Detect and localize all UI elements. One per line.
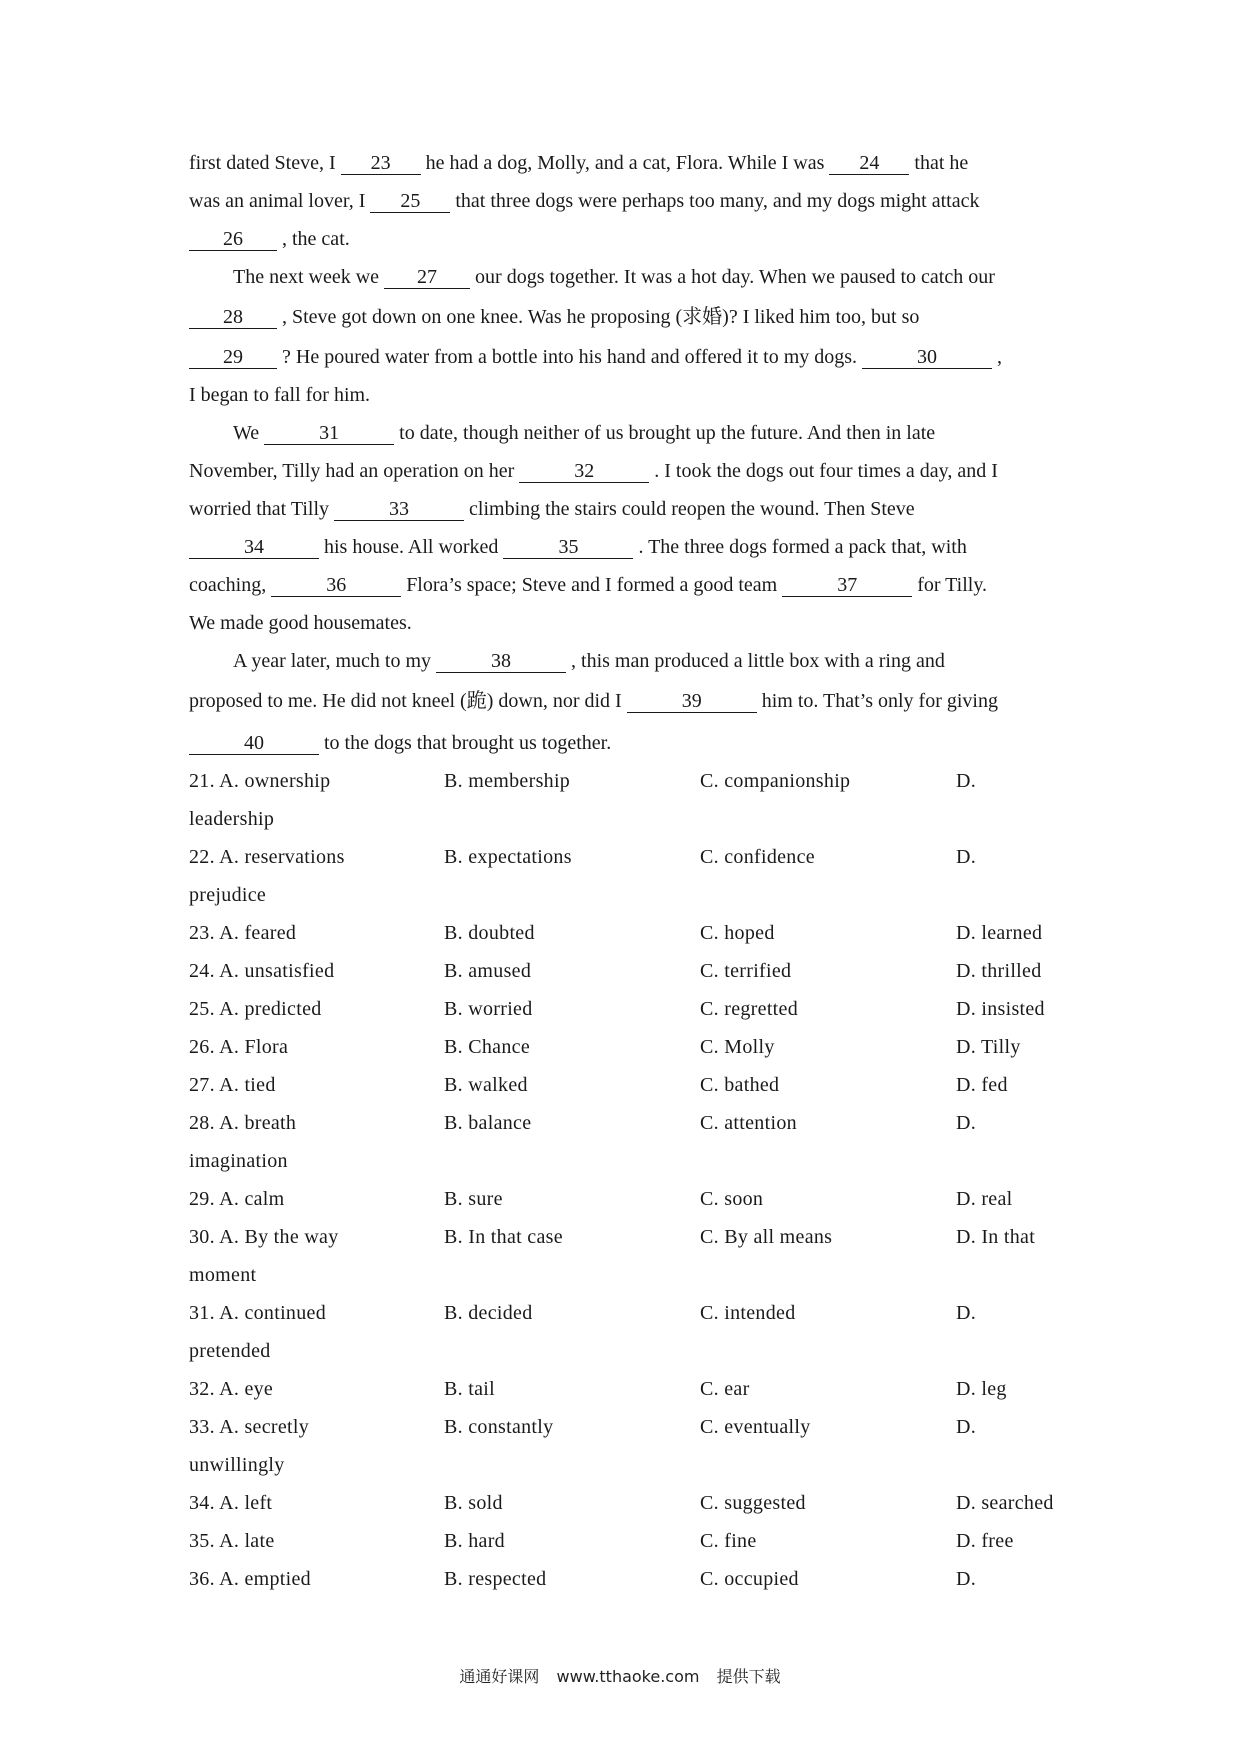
blank-32: 32 xyxy=(519,460,649,483)
option-row-24: 24. A. unsatisfied B. amused C. terrified D. thrilled xyxy=(189,960,1042,982)
blank-34: 34 xyxy=(189,536,319,559)
passage-line: first dated Steve, I 23 he had a dog, Molly, and a cat, Flora. While I was 24 that he xyxy=(189,152,969,174)
blank-33: 33 xyxy=(334,498,464,521)
option-row-29: 29. A. calm B. sure C. soon D. real xyxy=(189,1188,1013,1210)
option-row-25: 25. A. predicted B. worried C. regretted D. insisted xyxy=(189,998,1045,1020)
footer-site-name: 通通好课网 xyxy=(459,1667,540,1686)
option-row-28: 28. A. breath B. balance C. attention D. xyxy=(189,1112,977,1134)
option-row-32: 32. A. eye B. tail C. ear D. leg xyxy=(189,1378,1007,1400)
option-row-26: 26. A. Flora B. Chance C. Molly D. Tilly xyxy=(189,1036,1021,1058)
option-row-36: 36. A. emptied B. respected C. occupied D. xyxy=(189,1568,977,1590)
passage-line: 40 to the dogs that brought us together. xyxy=(189,730,611,756)
option-row-22: 22. A. reservations B. expectations C. confidence D. xyxy=(189,846,977,868)
option-row-31: 31. A. continued B. decided C. intended D. xyxy=(189,1302,977,1324)
blank-37: 37 xyxy=(782,574,912,597)
blank-29: 29 xyxy=(189,346,277,369)
blank-36: 36 xyxy=(271,574,401,597)
option-row-21: 21. A. ownership B. membership C. companionship D. xyxy=(189,770,977,792)
footer-note: 提供下载 xyxy=(716,1667,781,1686)
option-wrap-21: leadership xyxy=(189,808,275,830)
page-footer xyxy=(0,1664,1240,1687)
option-row-27: 27. A. tied B. walked C. bathed D. fed xyxy=(189,1074,1008,1096)
option-wrap-30: moment xyxy=(189,1264,257,1286)
passage-line: The next week we 27 our dogs together. It was a hot day. When we paused to catch our xyxy=(233,266,995,288)
passage-line: 34 his house. All worked 35 . The three dogs formed a pack that, with xyxy=(189,534,967,560)
passage-line: worried that Tilly 33 climbing the stairs could reopen the wound. Then Steve xyxy=(189,498,915,520)
blank-26: 26 xyxy=(189,228,277,251)
blank-30: 30 xyxy=(862,346,992,369)
blank-38: 38 xyxy=(436,650,566,673)
passage-line: was an animal lover, I 25 that three dogs were perhaps too many, and my dogs might attack xyxy=(189,190,980,212)
option-row-34: 34. A. left B. sold C. suggested D. searched xyxy=(189,1492,1054,1514)
option-row-33: 33. A. secretly B. constantly C. eventually D. xyxy=(189,1416,977,1438)
option-wrap-28: imagination xyxy=(189,1150,288,1172)
blank-23: 23 xyxy=(341,152,421,175)
option-row-30: 30. A. By the way B. In that case C. By all means D. In that xyxy=(189,1226,1036,1248)
blank-35: 35 xyxy=(503,536,633,559)
passage-line: We made good housemates. xyxy=(189,612,412,634)
option-wrap-22: prejudice xyxy=(189,884,267,906)
blank-28: 28 xyxy=(189,306,277,329)
option-wrap-33: unwillingly xyxy=(189,1454,285,1476)
passage-line: November, Tilly had an operation on her 32 . I took the dogs out four times a day, and I xyxy=(189,460,998,482)
blank-24: 24 xyxy=(829,152,909,175)
passage-line: coaching, 36 Flora’s space; Steve and I formed a good team 37 for Tilly. xyxy=(189,574,988,596)
passage-line: 26 , the cat. xyxy=(189,226,350,252)
passage-line: A year later, much to my 38 , this man produced a little box with a ring and xyxy=(233,650,945,672)
passage-line: proposed to me. He did not kneel (跪) down, nor did I 39 him to. That’s only for giving xyxy=(189,690,998,712)
blank-39: 39 xyxy=(627,690,757,713)
blank-31: 31 xyxy=(264,422,394,445)
footer-url[interactable]: www.tthaoke.com xyxy=(556,1667,700,1686)
passage-line: We 31 to date, though neither of us brought up the future. And then in late xyxy=(233,422,936,444)
passage-line: 29 ? He poured water from a bottle into his hand and offered it to my dogs. 30 , xyxy=(189,344,1002,370)
option-row-23: 23. A. feared B. doubted C. hoped D. learned xyxy=(189,922,1043,944)
passage-line: I began to fall for him. xyxy=(189,384,371,406)
blank-40: 40 xyxy=(189,732,319,755)
blank-25: 25 xyxy=(370,190,450,213)
option-wrap-31: pretended xyxy=(189,1340,271,1362)
option-row-35: 35. A. late B. hard C. fine D. free xyxy=(189,1530,1014,1552)
passage-line: 28 , Steve got down on one knee. Was he proposing (求婚)? I liked him too, but so xyxy=(189,304,919,330)
blank-27: 27 xyxy=(384,266,470,289)
